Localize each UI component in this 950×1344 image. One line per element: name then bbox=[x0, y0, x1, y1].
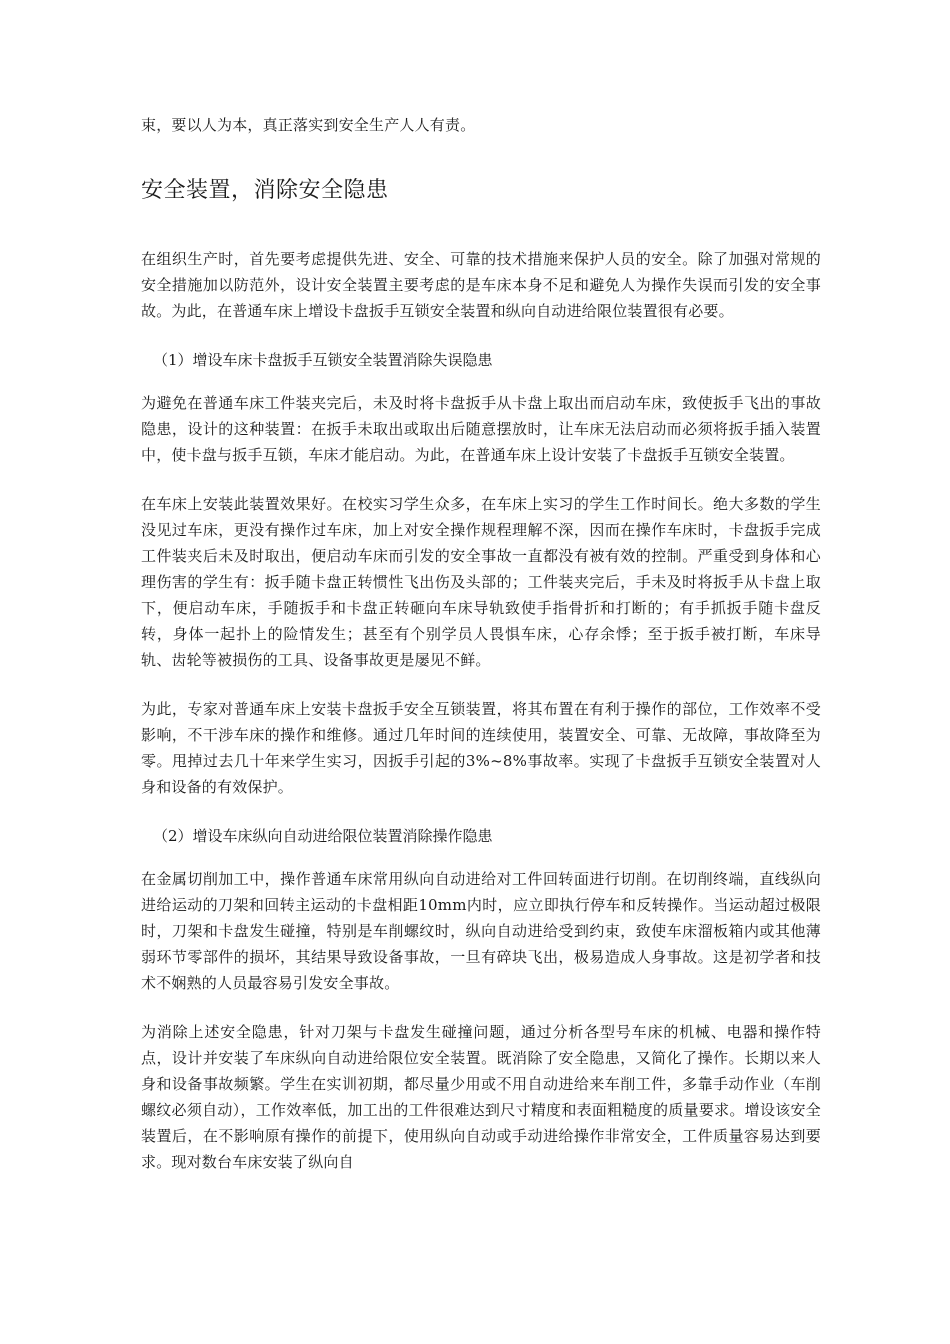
subsection-2-title: （2）增设车床纵向自动进给限位装置消除操作隐患 bbox=[153, 827, 493, 845]
subsection-1-paragraph-2: 在车床上安装此装置效果好。在校实习学生众多，在车床上实习的学生工作时间长。绝大多数的学生没见过车床，更没有操作过车床，加上对安全操作规程理解不深，因而在操作车床时，卡盘扳手完成工件装夹后未及时取出，便启动车床而引发的安全事故一直都没有被有效的控制。严重受到身体和心理伤害的学生有：扳手随卡盘正转惯性飞出伤及头部的；工件装夹完后，手未及时将扳手从卡盘上取下，便启动车床，手随扳手和卡盘正转砸向车床导轨致使手指骨折和打断的；有手抓扳手随卡盘反转，身体一起扑上的险情发生；甚至有个别学员人畏惧车床，心存余悸；至于扳手被打断，车床导轨、齿轮等被损伤的工具、设备事故更是屡见不鲜。 bbox=[141, 495, 821, 669]
lead-text: 束，要以人为本，真正落实到安全生产人人有责。 bbox=[141, 116, 476, 134]
subsection-1-title: （1）增设车床卡盘扳手互锁安全装置消除失误隐患 bbox=[153, 351, 493, 369]
section-title: 安全装置，消除安全隐患 bbox=[141, 178, 389, 203]
subsection-1-paragraph-3: 为此，专家对普通车床上安装卡盘扳手安全互锁装置，将其布置在有利于操作的部位，工作效率不受影响，不干涉车床的操作和维修。通过几年时间的连续使用，装置安全、可靠、无故障，事故降至为零。甩掉过去几十年来学生实习，因扳手引起的3%~8%事故率。实现了卡盘扳手互锁安全装置对人身和设备的有效保护。 bbox=[141, 700, 821, 796]
subsection-2-paragraph-2: 为消除上述安全隐患，针对刀架与卡盘发生碰撞问题，通过分析各型号车床的机械、电器和操作特点，设计并安装了车床纵向自动进给限位安全装置。既消除了安全隐患，又简化了操作。长期以来人身和设备事故频繁。学生在实训初期，都尽量少用或不用自动进给来车削工件，多靠手动作业（车削螺纹必须自动），工作效率低，加工出的工件很难达到尺寸精度和表面粗糙度的质量要求。增设该安全装置后，在不影响原有操作的前提下，使用纵向自动或手动进给操作非常安全，工件质量容易达到要求。现对数台车床安装了纵向自 bbox=[141, 1023, 821, 1171]
subsection-2-paragraph-1: 在金属切削加工中，操作普通车床常用纵向自动进给对工件回转面进行切削。在切削终端，直线纵向进给运动的刀架和回转主运动的卡盘相距10mm内时，应立即执行停车和反转操作。当运动超过极限时，刀架和卡盘发生碰撞，特别是车削螺纹时，纵向自动进给受到约束，致使车床溜板箱内或其他薄弱环节零部件的损坏，其结果导致设备事故，一旦有碎块飞出，极易造成人身事故。这是初学者和技术不娴熟的人员最容易引发安全事故。 bbox=[141, 870, 821, 992]
intro-paragraph: 在组织生产时，首先要考虑提供先进、安全、可靠的技术措施来保护人员的安全。除了加强对常规的安全措施加以防范外，设计安全装置主要考虑的是车床本身不足和避免人为操作失误而引发的安全事故。为此，在普通车床上增设卡盘扳手互锁安全装置和纵向自动进给限位装置很有必要。 bbox=[141, 250, 821, 320]
subsection-1-paragraph-1: 为避免在普通车床工件装夹完后，未及时将卡盘扳手从卡盘上取出而启动车床，致使扳手飞出的事故隐患，设计的这种装置：在扳手未取出或取出后随意摆放时，让车床无法启动而必须将扳手插入装置中，使卡盘与扳手互锁，车床才能启动。为此，在普通车床上设计安装了卡盘扳手互锁安全装置。 bbox=[141, 394, 821, 464]
document-page bbox=[141, 112, 821, 1198]
